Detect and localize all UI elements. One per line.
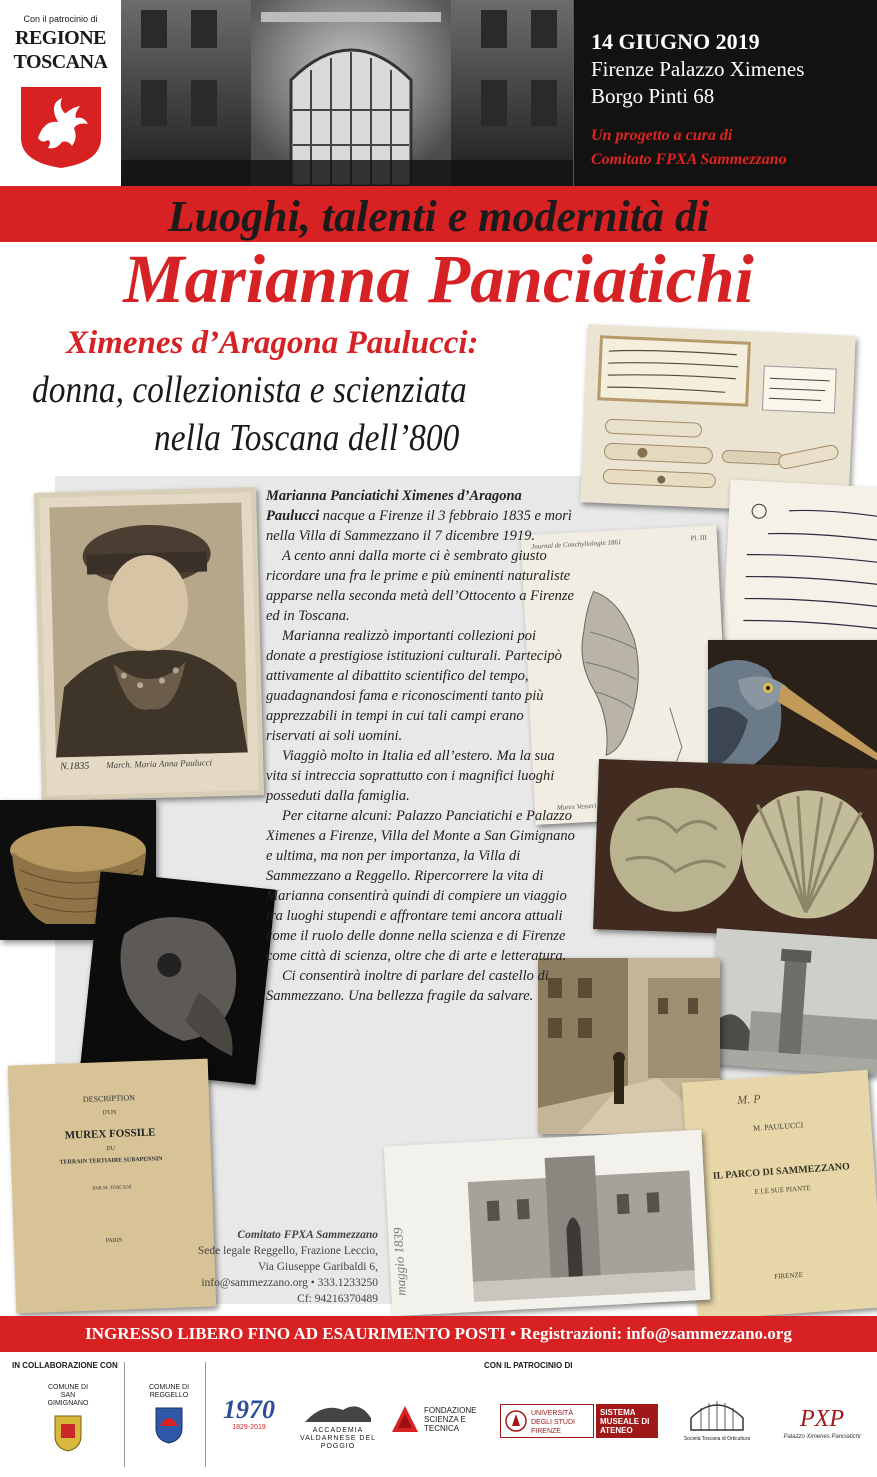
- logo-societa-orticultura: Società Toscana di Orticultura: [672, 1396, 762, 1443]
- journal-plate: Pl. III: [690, 533, 708, 543]
- contact-line4: Cf: 94216370489: [297, 1293, 378, 1305]
- header: [0, 0, 877, 186]
- logo-1970-anniversary: 1970 1829-2019: [223, 1395, 275, 1431]
- subtitle-line3: nella Toscana dell’800: [154, 417, 460, 459]
- registration-band[interactable]: INGRESSO LIBERO FINO AD ESAURIMENTO POSTI • Registrazioni: info@sammezzano.org: [0, 1316, 877, 1352]
- contact-line2: Via Giuseppe Garibaldi 6,: [257, 1261, 378, 1273]
- parco-sammezzano-booklet: [682, 1070, 877, 1320]
- book1-line7: PARIS: [105, 1237, 123, 1245]
- sammezzano-castle-sketch: [384, 1130, 710, 1316]
- pxp-monogram-icon: [792, 1404, 852, 1430]
- main-body-text: [266, 486, 576, 1006]
- book1-line3: MUREX FOSSILE: [64, 1126, 156, 1142]
- subtitle-line1: Ximenes d’Aragona Paulucci:: [66, 325, 479, 361]
- contact-line1: Sede legale Reggello, Frazione Leccio,: [197, 1245, 378, 1257]
- palazzo-ximenes-photo: [121, 0, 573, 186]
- book1-line2: D'UN: [102, 1109, 117, 1117]
- event-date: 14 GIUGNO 2019: [591, 29, 760, 54]
- reggello-crest-icon: [154, 1404, 184, 1444]
- logo-san-gimignano: COMUNE DI SAN GIMIGNANO: [30, 1384, 106, 1455]
- book1-line4: DU: [106, 1145, 116, 1153]
- body-paragraph-3: Marianna realizzò importanti collezioni poi donate a prestigiose istituzioni culturali. Partecipò attivamente al dibattito scientifico del tempo, guadagnandosi fama e riconoscimenti tanto più apprezzabili in tempi in cui tali campi erano riservati ai soli uomini.: [266, 628, 562, 744]
- portrait-caption: N.1835: [60, 760, 90, 773]
- marianna-portrait-photo: [34, 487, 264, 801]
- greenhouse-icon: [687, 1396, 747, 1432]
- logo-sistema-museale: SISTEMA MUSEALE DI ATENEO: [596, 1404, 658, 1438]
- portrait-caption2: March. Maria Anna Paulucci: [106, 757, 213, 771]
- sketch-note: maggio 1839: [390, 1227, 409, 1297]
- patron-name-line1: REGIONE: [15, 27, 106, 49]
- book2-title: IL PARCO DI SAMMEZZANO: [712, 1161, 851, 1182]
- book1-line5: TERRAIN TERTIAIRE SUBAPENNIN: [59, 1156, 163, 1166]
- body-paragraph-2: A cento anni dalla morte ci è sembrato giusto ricordare una fra le prime e più eminenti naturaliste apparse nella seconda metà dell’Ottocento a Firenze ed in Toscana.: [266, 548, 574, 624]
- handwritten-letter-photo: [722, 480, 877, 665]
- book1-line6: PAR M. TOSCANI: [92, 1185, 132, 1192]
- logo-universita-firenze: UNIVERSITÀ DEGLI STUDI FIRENZE: [500, 1404, 594, 1438]
- body-lead-rest: nacque a Firenze il 3 febbraio 1835 e morì nella Villa di Sammezzano il 7 dicembre 1919.: [266, 508, 572, 544]
- fondazione-triangle-icon: [390, 1404, 420, 1434]
- contact-block: [180, 1227, 378, 1307]
- project-line2: Comitato FPXA Sammezzano: [591, 151, 787, 168]
- title-line2: Marianna Panciatichi: [123, 241, 754, 317]
- title-line1: Luoghi, talenti e modernità di: [167, 192, 710, 241]
- patron-name-line2: TOSCANA: [13, 51, 108, 73]
- subtitle-line2: donna, collezionista e scienziata: [32, 369, 467, 411]
- book2-author: M. PAULUCCI: [752, 1120, 804, 1133]
- san-gimignano-crest-icon: [53, 1412, 83, 1452]
- footer-divider-2: [205, 1362, 206, 1467]
- logo-accademia-valdarnese: ACCADEMIA VALDARNESE DEL POGGIO: [296, 1398, 380, 1451]
- project-line1: Un progetto a cura di: [591, 127, 733, 144]
- body-lead-bold: Marianna Panciatichi Ximenes d’Aragona Paulucci: [266, 488, 522, 524]
- patron-pre-label: Con il patrocinio di: [23, 14, 98, 24]
- sammezzano-tower-photo: [707, 928, 877, 1076]
- logo-reggello: COMUNE DI REGGELLO: [144, 1384, 194, 1447]
- regione-toscana-patronage: [0, 0, 121, 186]
- pegasus-shield-icon: [18, 84, 104, 170]
- book2-top: M. P: [736, 1091, 762, 1107]
- body-paragraph-4: Viaggiò molto in Italia ed all’estero. Ma la sua vita si intreccia soprattutto con i magnifici luoghi posseduti dalla famiglia.: [266, 748, 555, 804]
- heron-photo: [708, 640, 877, 780]
- accademia-emblem-icon: [303, 1398, 373, 1424]
- body-paragraph-5: Per citarne alcuni: Palazzo Panciatichi e Palazzo Ximenes a Firenze, Villa del Monte a San Gimignano e ultima, ma non per importanza, la Villa di Sammezzano a Reggello. Ripercorrere la vita di Marianna consentirà quindi di compiere un viaggio tra luoghi stupendi e affrontare temi ancora attuali come il ruolo delle donne nella scienza e di Firenze come città di scienza, oltre che di arte e letteratura.: [266, 808, 575, 964]
- body-paragraph-6: Ci consentirà inoltre di parlare del castello di Sammezzano. Una bellezza fragile da salvare.: [266, 968, 549, 1004]
- fossil-skull-photo: [80, 871, 276, 1084]
- event-venue-line2: Borgo Pinti 68: [591, 84, 715, 108]
- journal-header: Journal de Conchyliologie 1861: [530, 538, 622, 551]
- book1-line1: DESCRIPTION: [82, 1093, 136, 1104]
- book2-sub: E LE SUE PIANTE: [754, 1184, 811, 1196]
- journal-footer: Murex Vesseri: [556, 801, 597, 812]
- event-venue-line1: Firenze Palazzo Ximenes: [591, 57, 805, 81]
- book2-bottom: FIRENZE: [774, 1270, 804, 1281]
- contact-line3[interactable]: info@sammezzano.org • 333.1233250: [201, 1277, 378, 1289]
- contact-org: Comitato FPXA Sammezzano: [237, 1229, 378, 1241]
- collab-label: IN COLLABORAZIONE CON: [12, 1361, 118, 1370]
- universita-seal-icon: [505, 1410, 527, 1432]
- fossil-shells-photo: [593, 759, 877, 939]
- footer-divider-1: [124, 1362, 125, 1467]
- event-info: [573, 0, 877, 186]
- svg-text:PXP: PXP: [800, 1406, 844, 1430]
- patron-label: CON IL PATROCINIO DI: [484, 1361, 573, 1370]
- logo-palazzo-ximenes: PXP Palazzo Ximenes Panciatichi: [783, 1406, 861, 1440]
